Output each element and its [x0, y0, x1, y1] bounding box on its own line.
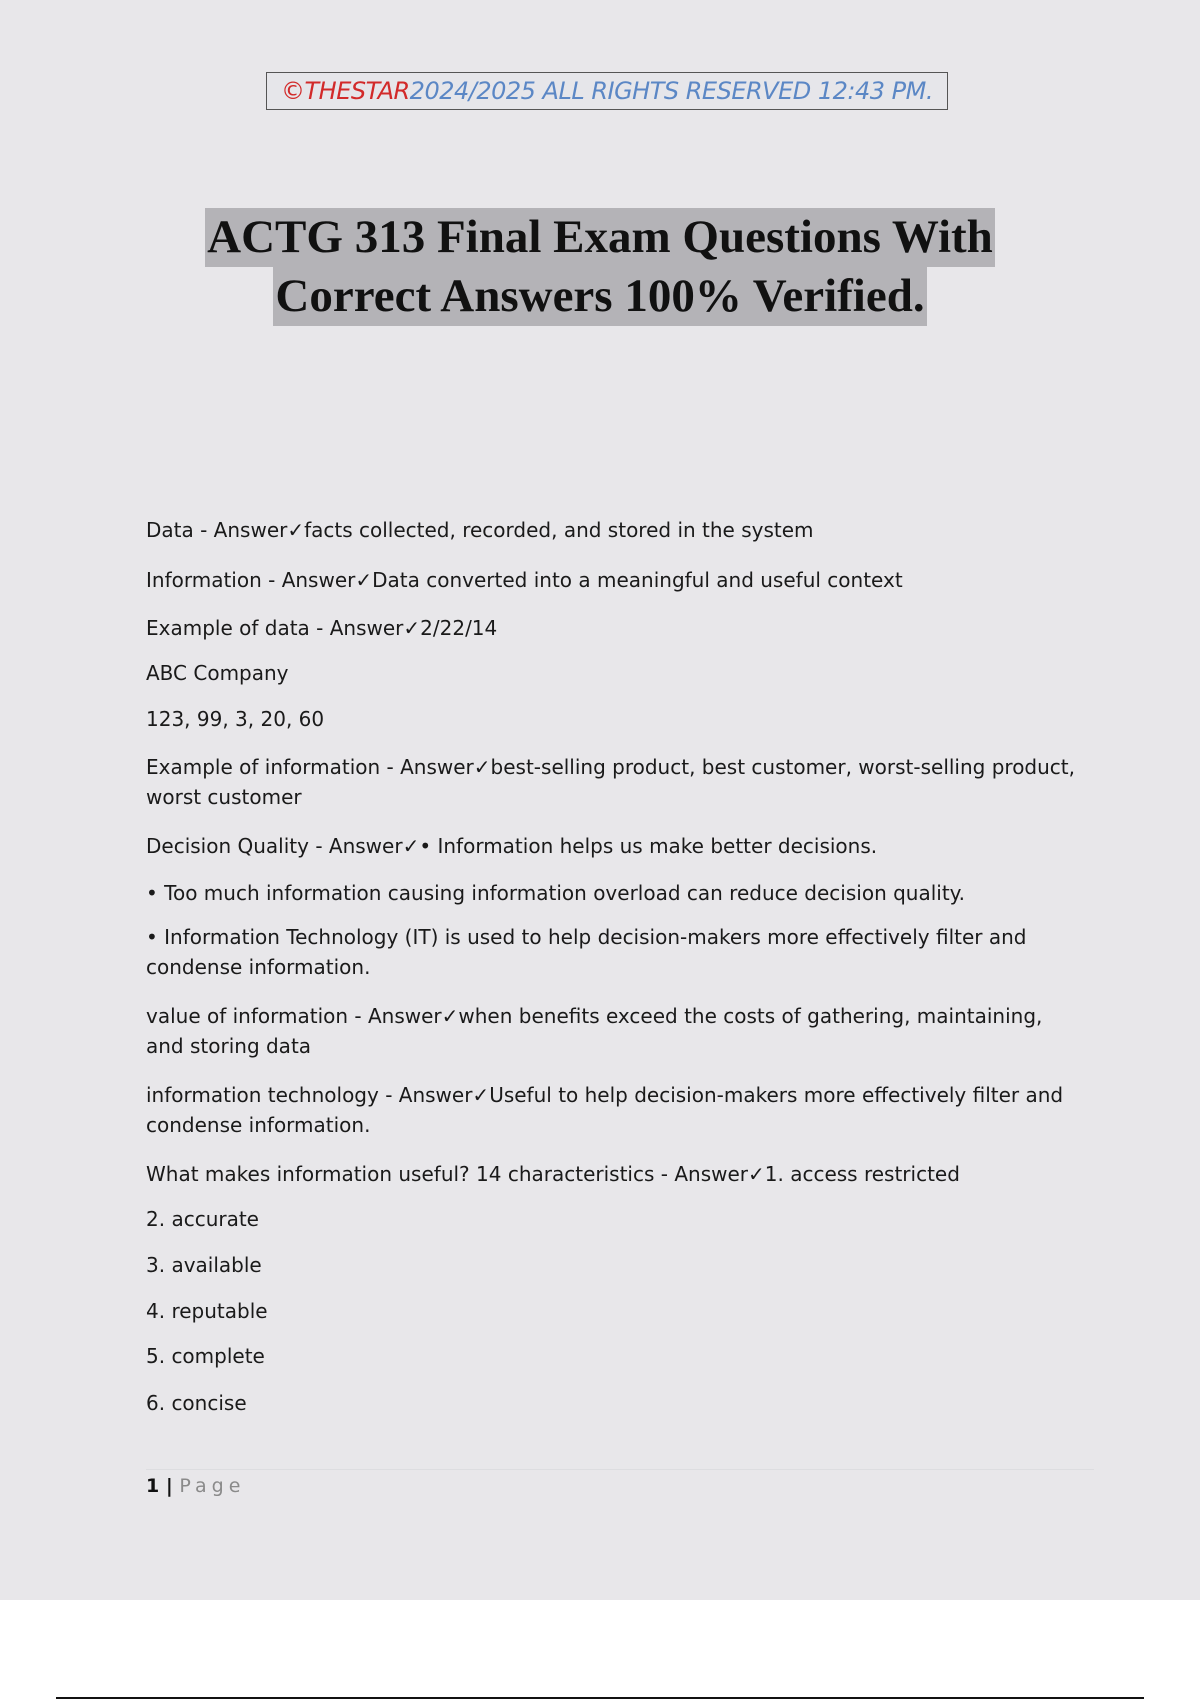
- footer-divider: [146, 1469, 1094, 1470]
- paragraph-value-of-information: value of information - Answer✓when benefits exceed the costs of gathering, maintaining, and storing data: [146, 1004, 1043, 1058]
- page-number: 1: [146, 1475, 160, 1497]
- bottom-rule: [56, 1697, 1144, 1699]
- page-label: Page: [179, 1475, 246, 1497]
- list-item: 3. available: [146, 1253, 262, 1277]
- title-line-1: ACTG 313 Final Exam Questions With: [205, 208, 995, 267]
- paragraph-useful-characteristics: What makes information useful? 14 characteristics - Answer✓1. access restricted: [146, 1162, 960, 1186]
- paragraph-abc-company: ABC Company: [146, 661, 289, 685]
- list-item: 5. complete: [146, 1344, 265, 1368]
- copyright-banner: [266, 72, 948, 110]
- copyright-text: 2024/2025 ALL RIGHTS RESERVED 12:43 PM.: [409, 77, 933, 105]
- document-title: [0, 208, 1200, 326]
- copyright-brand: ©THESTAR: [281, 77, 410, 105]
- page-footer: [146, 1473, 245, 1499]
- paragraph-example-information: Example of information - Answer✓best-selling product, best customer, worst-selling product, worst customer: [146, 755, 1075, 809]
- paragraph-it: • Information Technology (IT) is used to help decision-makers more effectively filter and condense information.: [146, 925, 1027, 979]
- paragraph-information-technology: information technology - Answer✓Useful to help decision-makers more effectively filter and condense information.: [146, 1083, 1064, 1137]
- paragraph-overload: • Too much information causing information overload can reduce decision quality.: [146, 881, 966, 905]
- page-separator: |: [159, 1475, 180, 1497]
- title-line-2: Correct Answers 100% Verified.: [273, 267, 926, 326]
- paragraph-decision-quality: Decision Quality - Answer✓• Information helps us make better decisions.: [146, 834, 878, 858]
- list-item: 2. accurate: [146, 1207, 259, 1231]
- list-item: 4. reputable: [146, 1299, 268, 1323]
- list-item: 6. concise: [146, 1391, 247, 1415]
- paragraph-example-data: Example of data - Answer✓2/22/14: [146, 616, 498, 640]
- paragraph-data: Data - Answer✓facts collected, recorded, and stored in the system: [146, 518, 814, 542]
- paragraph-numbers: 123, 99, 3, 20, 60: [146, 707, 325, 731]
- paragraph-information: Information - Answer✓Data converted into a meaningful and useful context: [146, 568, 903, 592]
